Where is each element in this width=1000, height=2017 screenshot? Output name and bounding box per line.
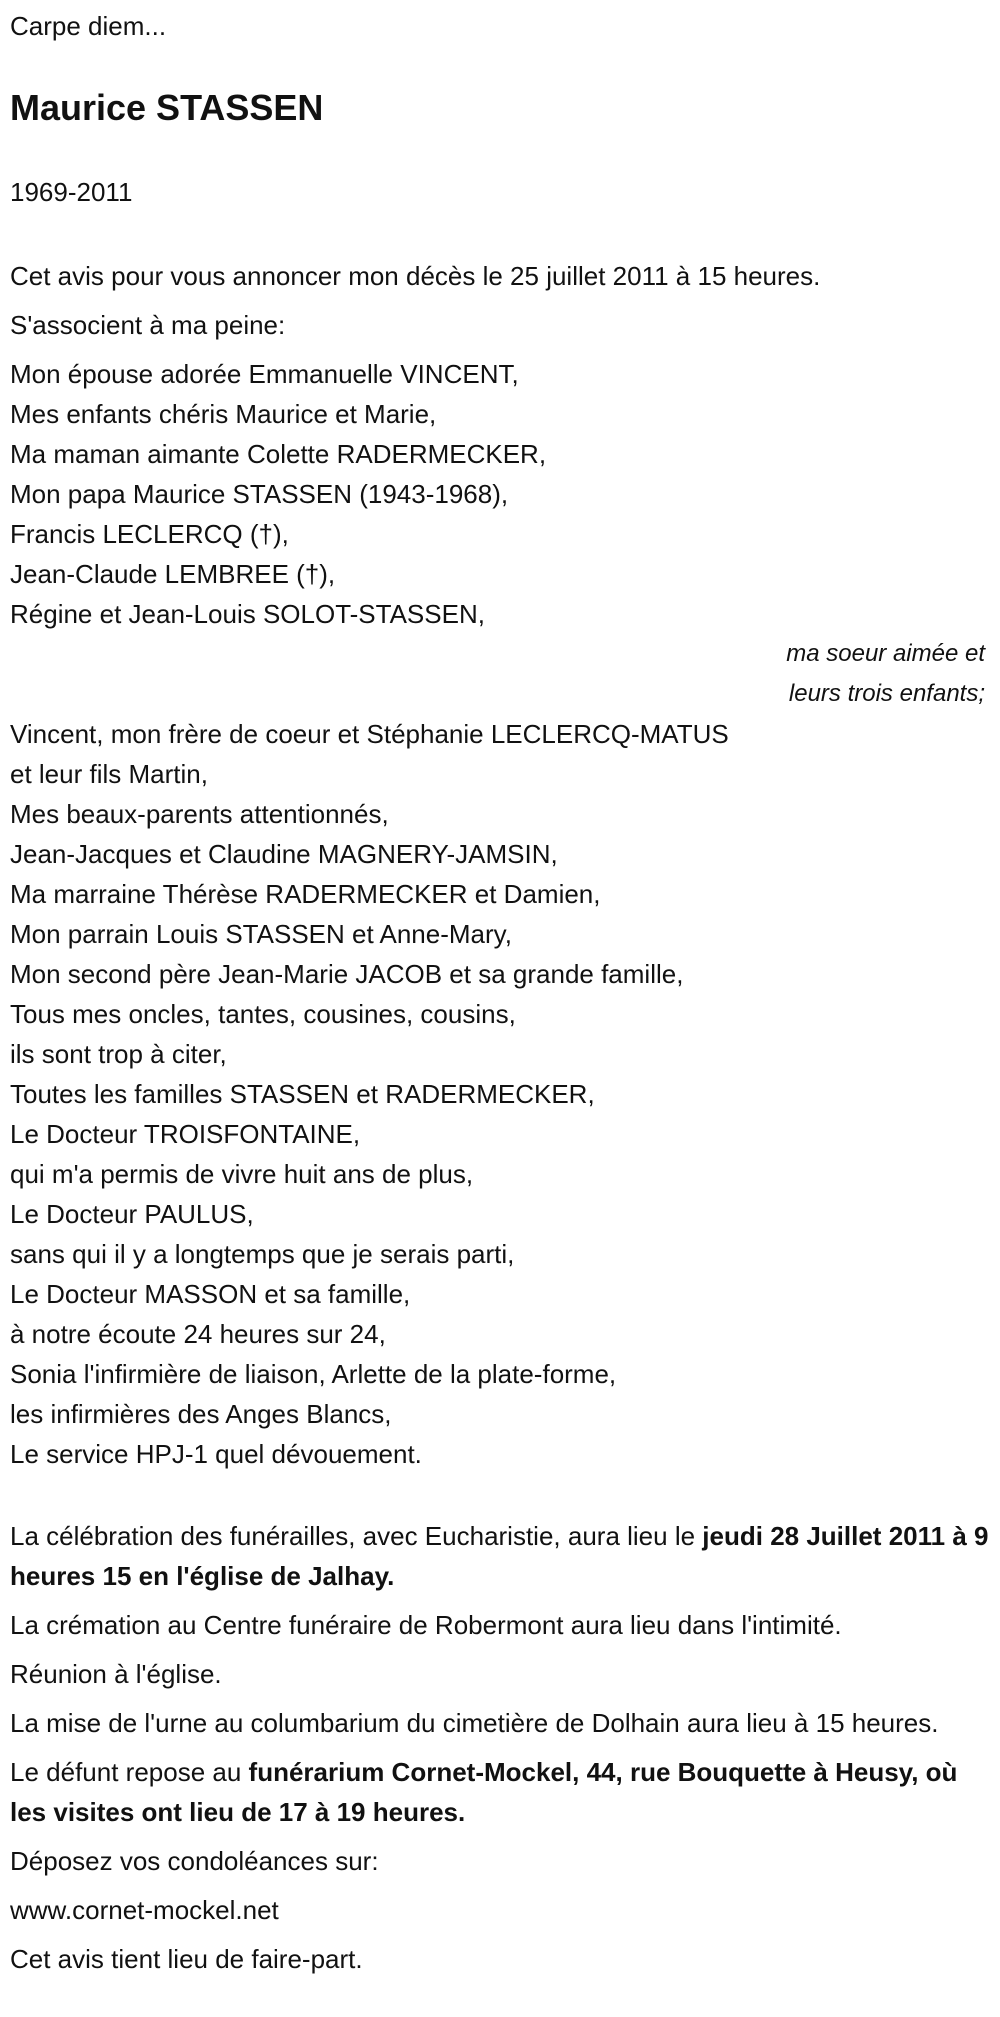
life-years: 1969-2011	[10, 177, 133, 207]
associates-intro: S'associent à ma peine:	[10, 310, 286, 340]
family-line: ils sont trop à citer,	[10, 1039, 227, 1069]
family-line: Régine et Jean-Louis SOLOT-STASSEN,	[10, 599, 485, 629]
family-line: Tous mes oncles, tantes, cousines, cousins,	[10, 999, 516, 1029]
funeral-text: La célébration des funérailles, avec Eucharistie, aura lieu le	[10, 1521, 703, 1551]
reunion-info: Réunion à l'église.	[10, 1659, 222, 1689]
funeral-details: jeudi 28 Juillet 2011 à 9 heures 15 en l'église de Jalhay.	[10, 1521, 989, 1591]
family-line: Ma maman aimante Colette RADERMECKER,	[10, 439, 547, 469]
urn-info: La mise de l'urne au columbarium du cimetière de Dolhain aura lieu à 15 heures.	[10, 1708, 939, 1738]
family-note: ma soeur aimée et	[786, 640, 985, 667]
family-line: Ma marraine Thérèse RADERMECKER et Damien,	[10, 879, 601, 909]
family-line: Mes enfants chéris Maurice et Marie,	[10, 399, 437, 429]
family-line: Francis LECLERCQ (†),	[10, 519, 289, 549]
family-line: Le Docteur TROISFONTAINE,	[10, 1119, 361, 1149]
website-link[interactable]: www.cornet-mockel.net	[10, 1895, 279, 1925]
rest-details: funérarium Cornet-Mockel, 44, rue Bouquette à Heusy, où les visites ont lieu de 17 à 19 heures.	[10, 1757, 958, 1827]
family-line: et leur fils Martin,	[10, 759, 208, 789]
cremation-info: La crémation au Centre funéraire de Robermont aura lieu dans l'intimité.	[10, 1610, 842, 1640]
condolences-intro: Déposez vos condoléances sur:	[10, 1846, 379, 1876]
family-note: leurs trois enfants;	[788, 680, 985, 707]
family-line: Vincent, mon frère de coeur et Stéphanie LECLERCQ-MATUS	[10, 719, 729, 749]
family-line: à notre écoute 24 heures sur 24,	[10, 1319, 386, 1349]
closing-note: Cet avis tient lieu de faire-part.	[10, 1944, 363, 1974]
deceased-name: Maurice STASSEN	[10, 87, 324, 128]
rest-info	[10, 1752, 990, 1832]
family-line: Mon second père Jean-Marie JACOB et sa grande famille,	[10, 959, 684, 989]
family-line: Jean-Jacques et Claudine MAGNERY-JAMSIN,	[10, 839, 558, 869]
family-line: Toutes les familles STASSEN et RADERMECKER,	[10, 1079, 595, 1109]
family-line: les infirmières des Anges Blancs,	[10, 1399, 392, 1429]
funeral-info	[10, 1516, 990, 1596]
family-line: Mes beaux-parents attentionnés,	[10, 799, 389, 829]
death-announcement: Cet avis pour vous annoncer mon décès le 25 juillet 2011 à 15 heures.	[10, 261, 821, 291]
family-line: qui m'a permis de vivre huit ans de plus,	[10, 1159, 474, 1189]
family-line: sans qui il y a longtemps que je serais parti,	[10, 1239, 515, 1269]
family-line: Le Docteur PAULUS,	[10, 1199, 254, 1229]
tagline: Carpe diem...	[10, 11, 167, 41]
family-line: Le service HPJ-1 quel dévouement.	[10, 1439, 422, 1469]
family-line: Mon épouse adorée Emmanuelle VINCENT,	[10, 359, 519, 389]
family-line: Le Docteur MASSON et sa famille,	[10, 1279, 411, 1309]
family-line: Mon parrain Louis STASSEN et Anne-Mary,	[10, 919, 512, 949]
rest-text: Le défunt repose au	[10, 1757, 249, 1787]
family-line: Mon papa Maurice STASSEN (1943-1968),	[10, 479, 509, 509]
family-line: Sonia l'infirmière de liaison, Arlette de la plate-forme,	[10, 1359, 617, 1389]
family-list	[10, 354, 990, 1474]
family-line: Jean-Claude LEMBREE (†),	[10, 559, 336, 589]
